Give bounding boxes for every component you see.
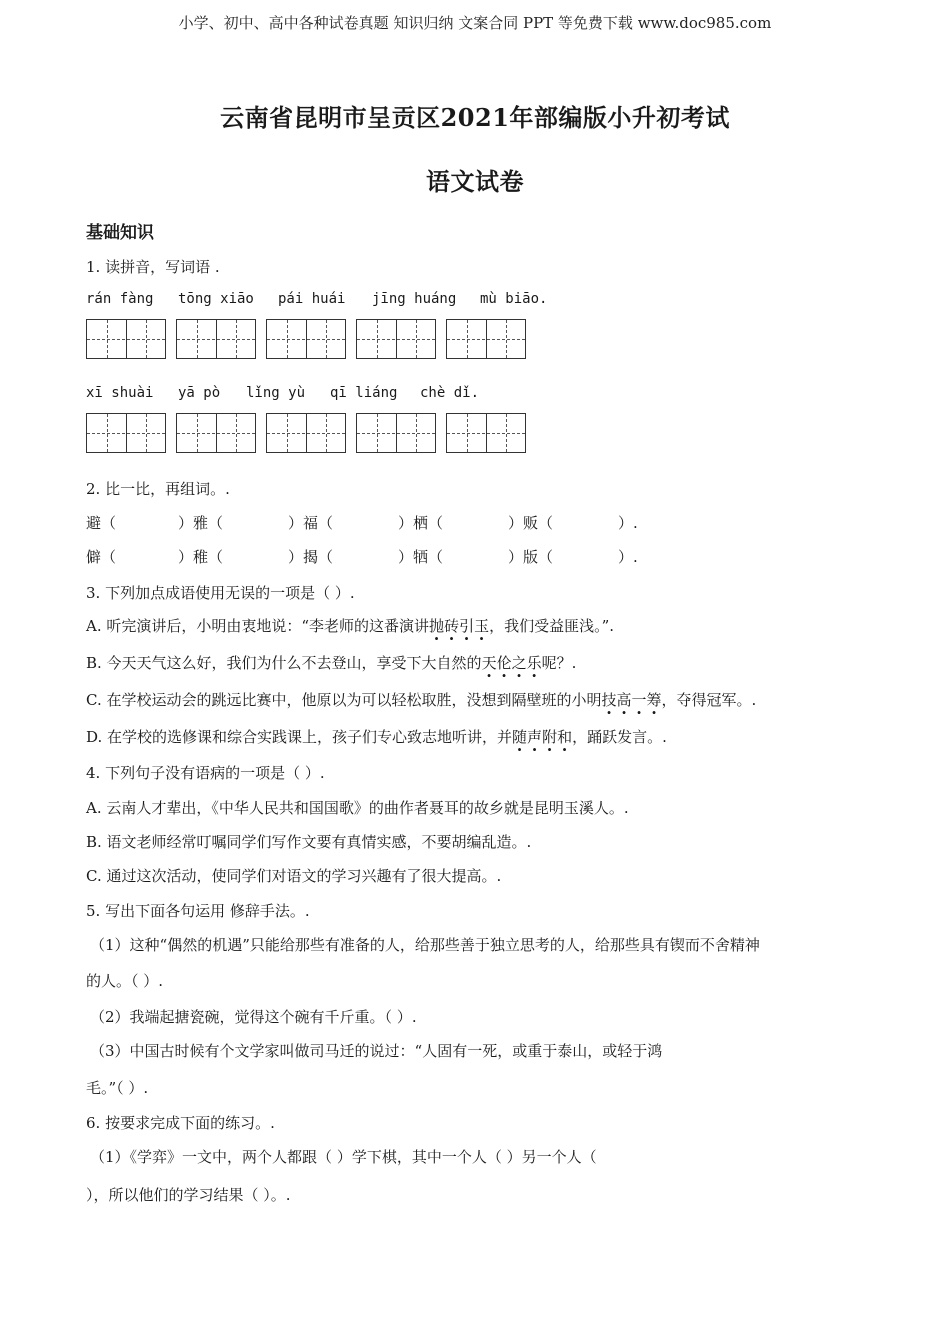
question-1-prompt: 1. 读拼音，写词语 .	[86, 258, 220, 276]
exam-title: 云南省昆明市呈贡区2021年部编版小升初考试	[220, 103, 730, 132]
pinyin: chè dǐ.	[420, 385, 480, 401]
option-text: C. 在学校运动会的跳远比赛中，他原以为可以轻松取胜，没想到隔壁班的小明	[86, 691, 602, 709]
question-5-sentence-1-cont: 的人。（ ）.	[86, 972, 164, 990]
question-3-option-b	[86, 652, 576, 673]
pinyin-row-2	[0, 385, 950, 405]
compare-item: ）雅（	[178, 514, 224, 532]
answer-grid[interactable]	[86, 319, 166, 359]
question-3-option-d	[86, 726, 667, 747]
dotted-char: 高	[616, 691, 632, 709]
option-text: ，我们受益匪浅。”.	[489, 617, 615, 635]
pinyin: pái huái	[278, 291, 346, 307]
answer-grid[interactable]	[446, 413, 526, 453]
dotted-char: 伦	[496, 654, 512, 672]
question-5-sentence-3-cont: 毛。”（ ）.	[86, 1079, 149, 1097]
pinyin: xī shuài	[86, 385, 154, 401]
dotted-char: 天	[481, 654, 497, 672]
answer-grid[interactable]	[266, 319, 346, 359]
question-3-option-a	[86, 615, 614, 636]
compare-item: 避（	[86, 514, 117, 532]
dotted-char: 技	[601, 691, 617, 709]
dotted-char: 筹	[646, 691, 662, 709]
answer-grid[interactable]	[86, 413, 166, 453]
dotted-char: 和	[557, 728, 573, 746]
compare-item: ）揭（	[288, 548, 334, 566]
compare-row-1	[0, 512, 950, 534]
dotted-char: 之	[511, 654, 527, 672]
question-4-option-a: A. 云南人才辈出，《中华人民共和国国歌》的曲作者聂耳的故乡就是昆明玉溪人。.	[86, 799, 629, 817]
page-header: 小学、初中、高中各种试卷真题 知识归纳 文案合同 PPT 等免费下载 www.doc985.com	[178, 14, 772, 32]
pinyin: jīng huáng	[372, 291, 457, 307]
option-text: ，夺得冠军。.	[661, 691, 757, 709]
pinyin: yā pò	[178, 385, 221, 401]
question-3-option-c	[86, 689, 756, 710]
pinyin: mù biāo.	[480, 291, 548, 307]
dotted-char: 砖	[444, 617, 460, 635]
answer-grid[interactable]	[176, 413, 256, 453]
answer-grid-row-1	[86, 319, 546, 361]
pinyin: qī liáng	[330, 385, 398, 401]
answer-grid[interactable]	[176, 319, 256, 359]
answer-grid[interactable]	[446, 319, 526, 359]
question-6-item-1-cont: ），所以他们的学习结果（ ）。.	[86, 1186, 291, 1204]
question-4-option-c: C. 通过这次活动，使同学们对语文的学习兴趣有了很大提高。.	[86, 867, 502, 885]
question-5-sentence-1: （1）这种“偶然的机遇”只能给那些有准备的人，给那些善于独立思考的人，给那些具有锲而不舍精神	[90, 936, 760, 954]
question-6-prompt: 6. 按要求完成下面的练习。.	[86, 1114, 275, 1132]
compare-item: ）栖（	[398, 514, 444, 532]
dotted-char: 随	[512, 728, 528, 746]
compare-item: ）福（	[288, 514, 334, 532]
option-text: D. 在学校的选修课和综合实践课上，孩子们专心致志地听讲，并	[86, 728, 513, 746]
question-4-option-b: B. 语文老师经常叮嘱同学们写作文要有真情实感，不要胡编乱造。.	[86, 833, 532, 851]
pinyin: tōng xiāo	[178, 291, 254, 307]
dotted-char: 乐	[526, 654, 542, 672]
compare-item: ）.	[618, 548, 638, 566]
dotted-char: 一	[631, 691, 647, 709]
pinyin: rán fàng	[86, 291, 154, 307]
compare-item: ）牺（	[398, 548, 444, 566]
compare-item: 僻（	[86, 548, 117, 566]
question-5-sentence-3: （3）中国古时候有个文学家叫做司马迁的说过：“人固有一死，或重于泰山，或轻于鸿	[90, 1042, 663, 1060]
question-5-sentence-2: （2）我端起搪瓷碗，觉得这个碗有千斤重。（ ）.	[90, 1008, 417, 1026]
answer-grid-row-2	[86, 413, 546, 455]
question-5-prompt: 5. 写出下面各句运用 修辞手法。.	[86, 902, 310, 920]
compare-item: ）贩（	[508, 514, 554, 532]
question-3-prompt: 3. 下列加点成语使用无误的一项是（ ）.	[86, 584, 355, 602]
answer-grid[interactable]	[356, 319, 436, 359]
option-text: B. 今天天气这么好，我们为什么不去登山，享受下大自然的	[86, 654, 482, 672]
section-heading: 基础知识	[86, 223, 154, 243]
compare-item: ）稚（	[178, 548, 224, 566]
compare-row-2	[0, 546, 950, 568]
option-text: 呢？.	[541, 654, 577, 672]
dotted-char: 玉	[474, 617, 490, 635]
question-6-item-1: （1）《学弈》一文中，两个人都跟（ ）学下棋，其中一个人（ ）另一个人（	[90, 1148, 597, 1166]
answer-grid[interactable]	[266, 413, 346, 453]
dotted-char: 引	[459, 617, 475, 635]
question-4-prompt: 4. 下列句子没有语病的一项是（ ）.	[86, 764, 325, 782]
compare-item: ）版（	[508, 548, 554, 566]
dotted-char: 附	[542, 728, 558, 746]
compare-item: ）.	[618, 514, 638, 532]
dotted-char: 声	[527, 728, 543, 746]
dotted-char: 抛	[429, 617, 445, 635]
option-text: A. 听完演讲后，小明由衷地说：“李老师的这番演讲	[86, 617, 430, 635]
option-text: ，踊跃发言。.	[572, 728, 667, 746]
exam-subtitle: 语文试卷	[426, 167, 524, 196]
question-2-prompt: 2. 比一比，再组词。.	[86, 480, 230, 498]
pinyin: lǐng yù	[246, 385, 306, 401]
answer-grid[interactable]	[356, 413, 436, 453]
pinyin-row-1	[0, 291, 950, 311]
